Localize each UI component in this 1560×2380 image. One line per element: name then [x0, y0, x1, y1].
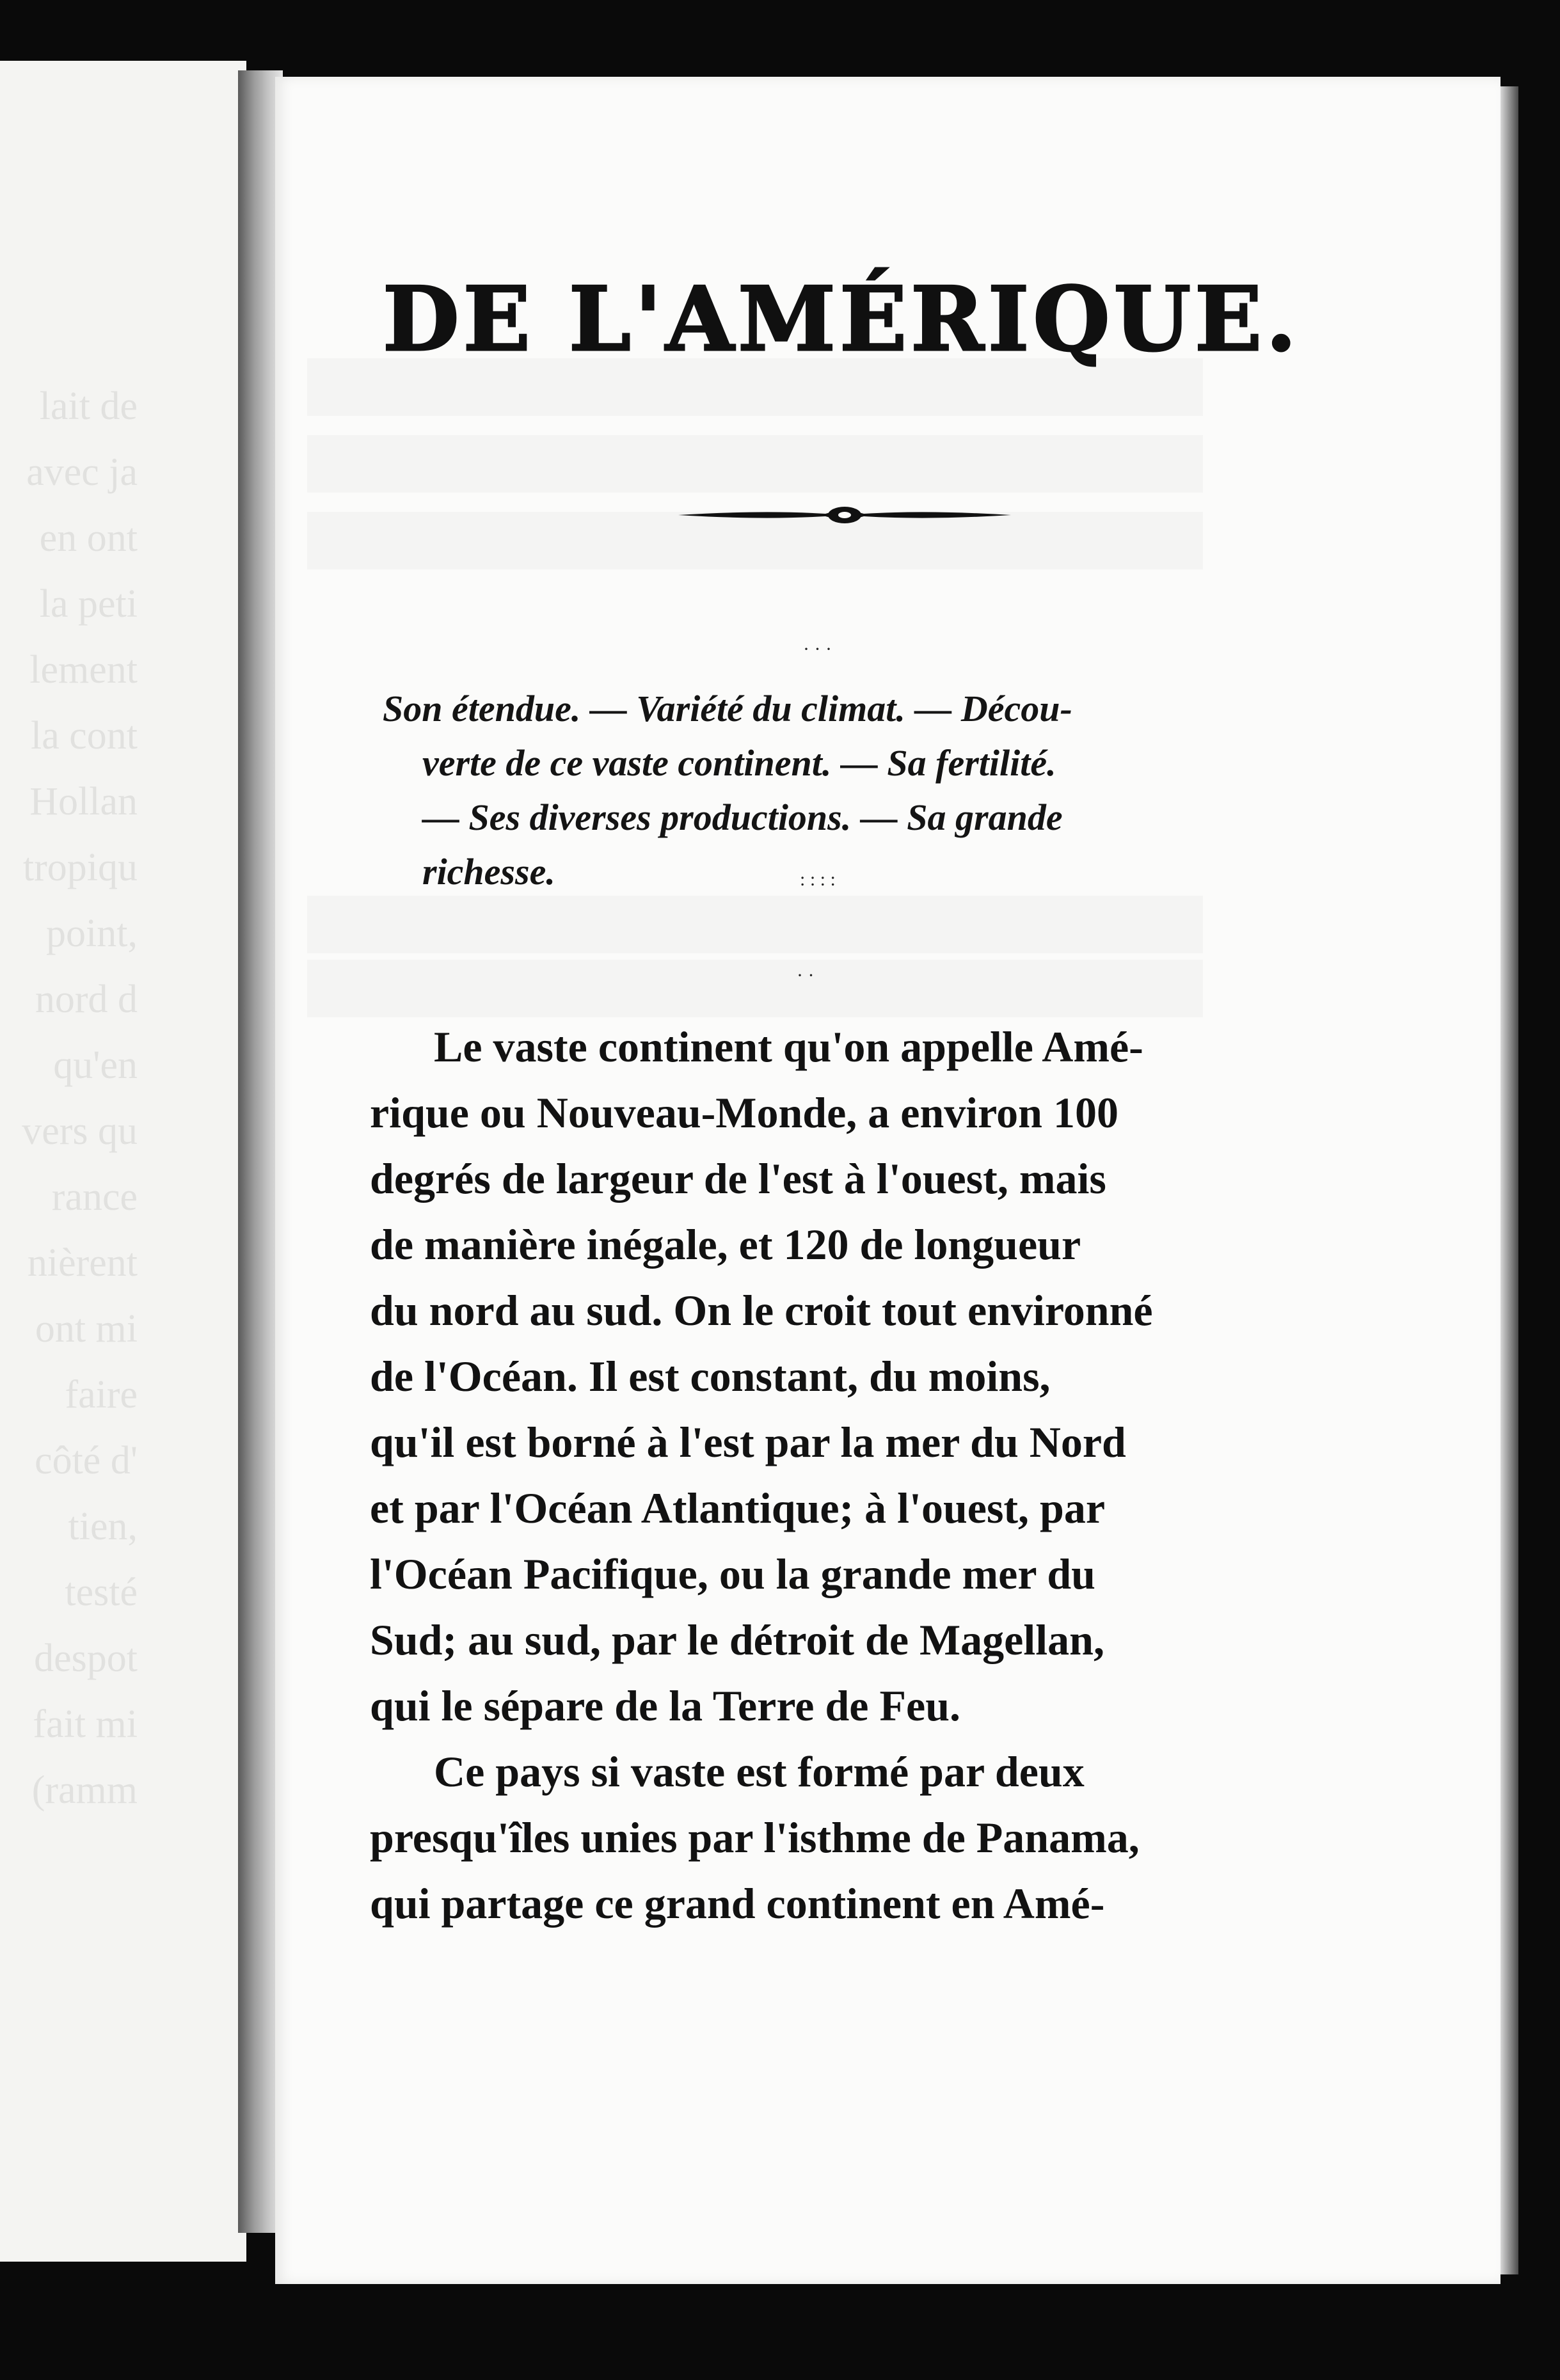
previous-page-fragment: Hollan — [29, 780, 138, 823]
body-line: du nord au sud. On le croit tout environné — [370, 1286, 1153, 1335]
scan-artifact-dots: : : : : — [800, 869, 836, 890]
body-line: Sud; au sud, par le détroit de Magellan, — [370, 1615, 1104, 1664]
previous-page-fragment: faire — [65, 1373, 138, 1416]
previous-page-fragment: en ont — [39, 516, 138, 560]
chapter-summary — [383, 681, 1317, 899]
previous-page-fragment: tropiqu — [22, 846, 138, 889]
body-line: Ce pays si vaste est formé par deux — [434, 1747, 1085, 1796]
previous-page-fragment: despot — [34, 1637, 138, 1680]
previous-page-fragment: lement — [29, 648, 138, 692]
body-line: qu'il est borné à l'est par la mer du Nord — [370, 1418, 1126, 1466]
previous-page-fragment: point, — [46, 912, 138, 955]
body-line: qui le sépare de la Terre de Feu. — [370, 1681, 961, 1730]
previous-page-fragment: lait de — [39, 385, 138, 428]
summary-line: Son étendue. — Variété du climat. — Décou- — [383, 688, 1072, 729]
previous-page-fragment: rance — [51, 1175, 138, 1219]
body-line: presqu'îles unies par l'isthme de Panama, — [370, 1813, 1140, 1862]
summary-line: verte de ce vaste continent. — Sa fertilité. — [422, 742, 1056, 784]
previous-page-fragment: avec ja — [26, 450, 138, 494]
previous-page-fragment: la peti — [39, 582, 138, 626]
scan-artifact-dots: · · · — [803, 639, 832, 660]
summary-line: — Ses diverses productions. — Sa grande — [422, 797, 1063, 838]
previous-page-fragment: vers qu — [22, 1109, 138, 1153]
body-line: Le vaste continent qu'on appelle Amé- — [434, 1022, 1143, 1071]
previous-page-fragment: ont mi — [35, 1307, 138, 1351]
scan-artifact-dots: · · — [797, 965, 815, 986]
previous-page-fragment: côté d' — [35, 1439, 138, 1482]
body-line: de manière inégale, et 120 de longueur — [370, 1220, 1081, 1269]
previous-page-fragment: (ramm — [31, 1768, 138, 1812]
body-line: qui partage ce grand continent en Amé- — [370, 1879, 1105, 1928]
body-line: rique ou Nouveau-Monde, a environ 100 — [370, 1088, 1118, 1137]
previous-page-fragment: la cont — [31, 714, 138, 758]
previous-page-fragment: tien, — [68, 1505, 138, 1548]
previous-page — [0, 61, 246, 2262]
chapter-title: DE L'AMÉRIQUE. — [383, 267, 1301, 371]
previous-page-fragment: nord d — [35, 978, 138, 1021]
body-line: l'Océan Pacifique, ou la grande mer du — [370, 1550, 1095, 1598]
page-edge-shadow — [1500, 86, 1518, 2274]
body-text — [370, 1014, 1310, 1937]
ornament-divider-icon — [678, 502, 1011, 528]
previous-page-fragment: nièrent — [27, 1241, 138, 1285]
previous-page-fragment: testé — [65, 1571, 138, 1614]
body-line: et par l'Océan Atlantique; à l'ouest, par — [370, 1484, 1106, 1532]
summary-line: richesse. — [422, 851, 555, 892]
body-line: de l'Océan. Il est constant, du moins, — [370, 1352, 1051, 1400]
previous-page-fragment: qu'en — [53, 1043, 138, 1087]
body-line: degrés de largeur de l'est à l'ouest, mais — [370, 1154, 1106, 1203]
previous-page-fragment: fait mi — [33, 1702, 138, 1746]
